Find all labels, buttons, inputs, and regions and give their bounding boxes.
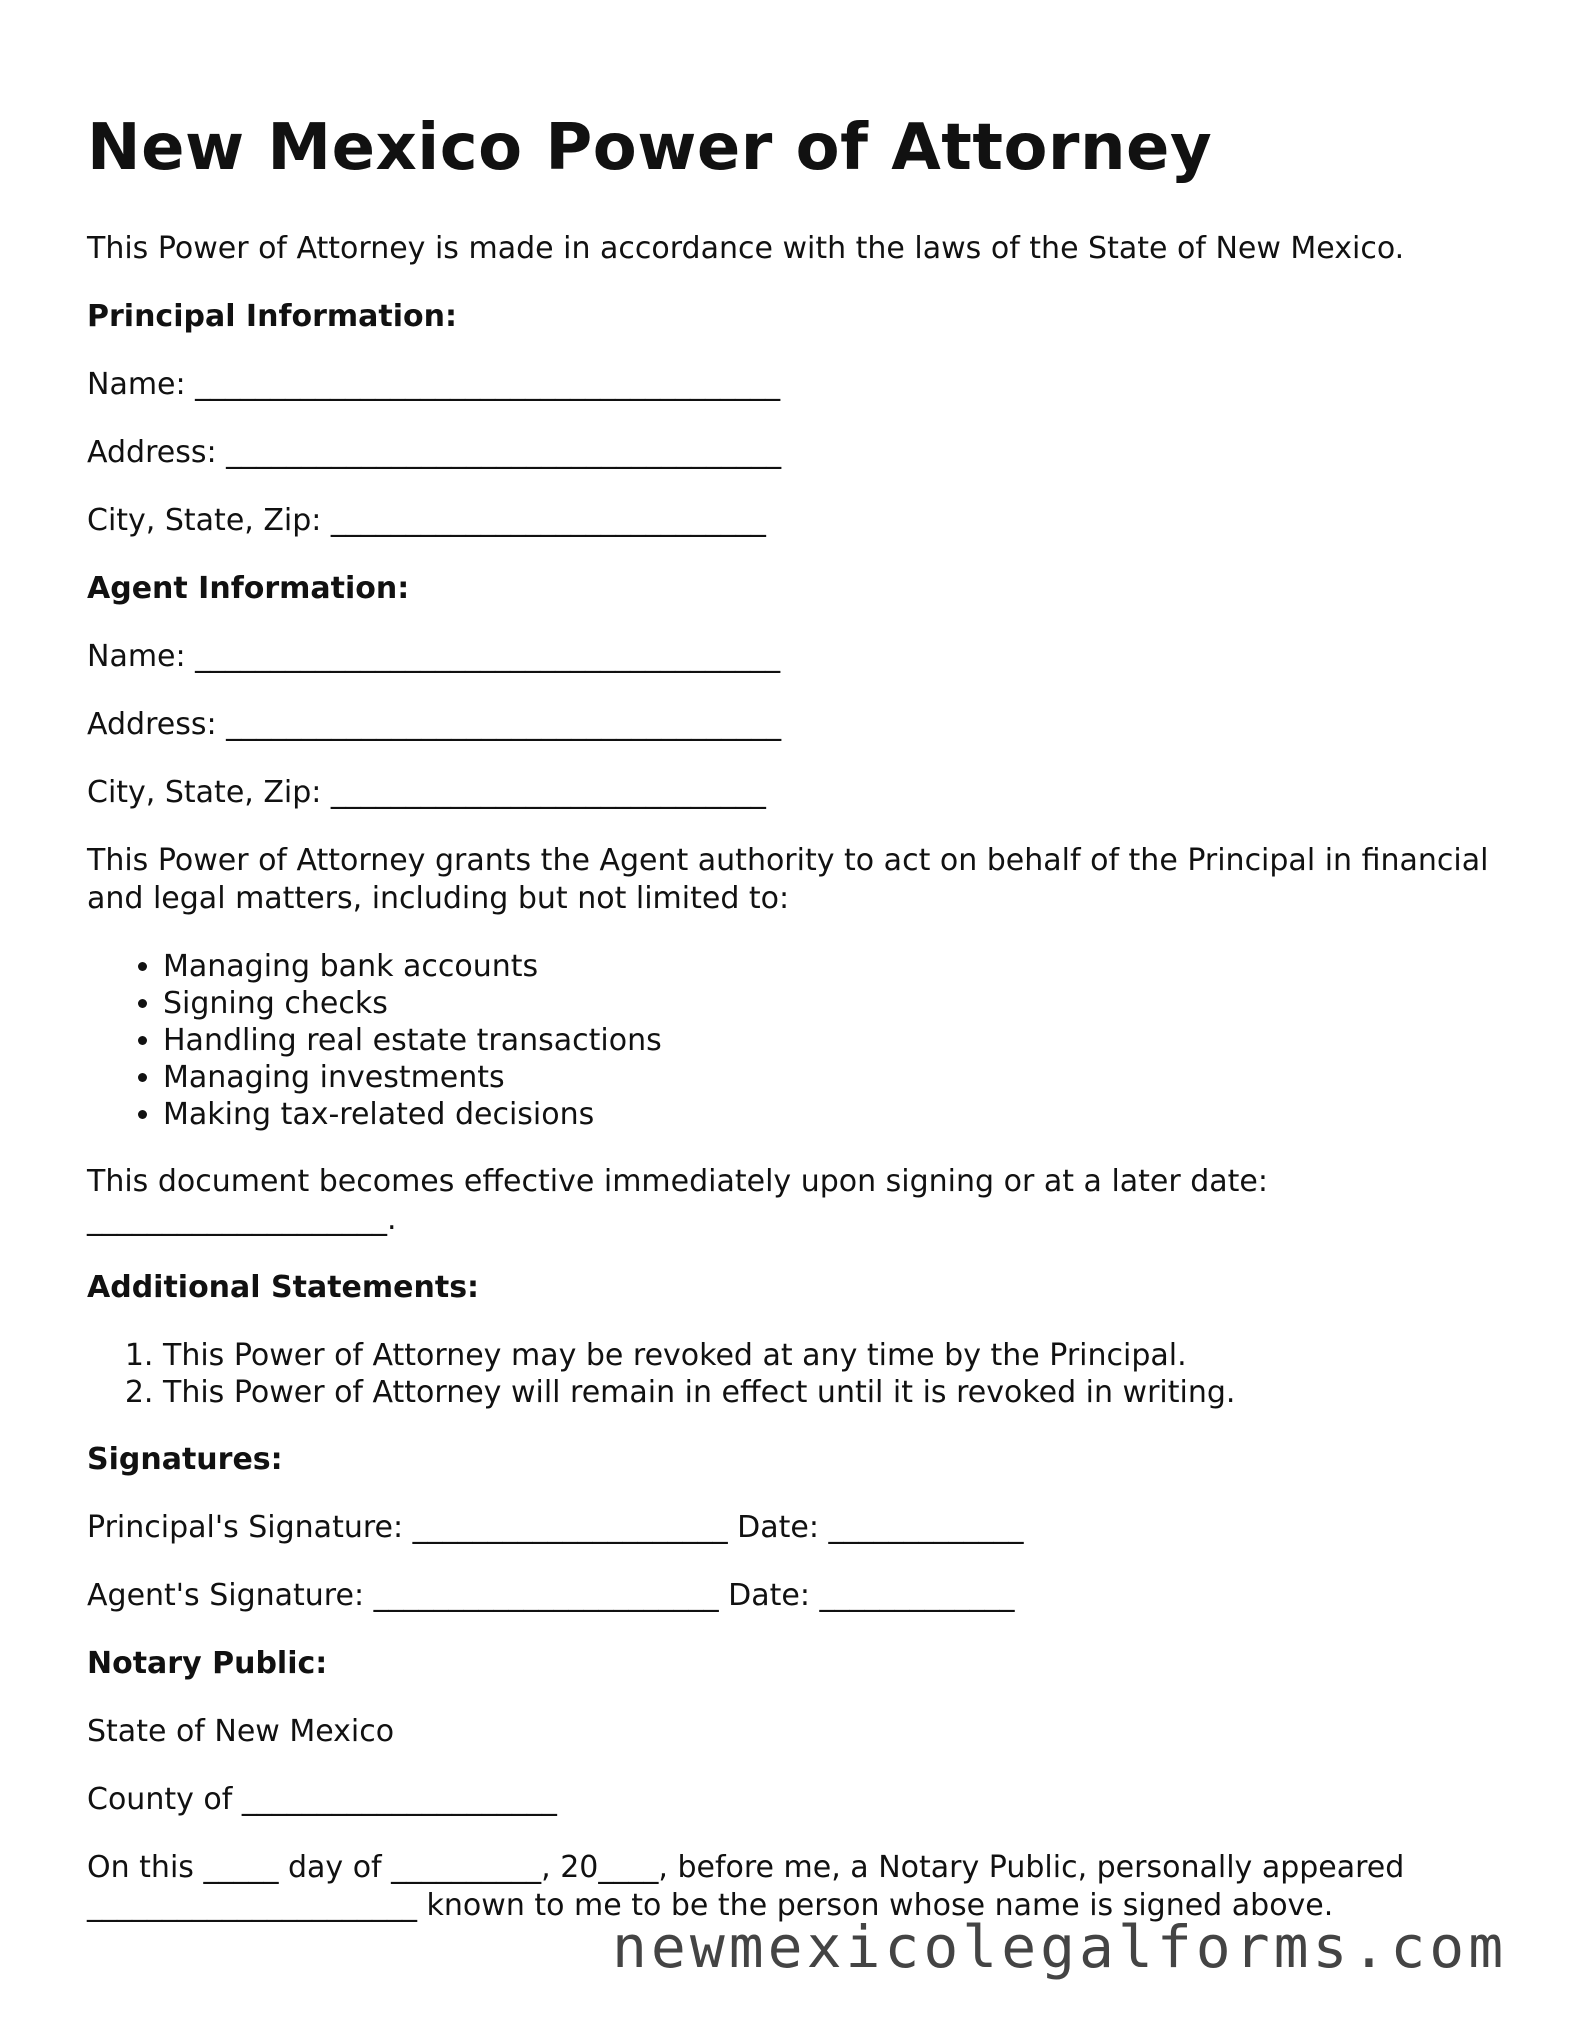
agent-heading: Agent Information: [87, 571, 410, 606]
intro-text: This Power of Attorney is made in accordance with the laws of the State of New Mexico. [87, 231, 1405, 266]
principal-city-field: City, State, Zip: _____________________________ [87, 503, 766, 538]
list-item: 2. This Power of Attorney will remain in effect until it is revoked in writing. [163, 1374, 1507, 1411]
list-item: 1. This Power of Attorney may be revoked at any time by the Principal. [163, 1337, 1507, 1374]
principal-name-field: Name: _______________________________________ [87, 367, 781, 402]
notary-statement: On this _____ day of __________, 20____, before me, a Notary Public, personally appeared ______________________ known to me to be the person whose name is signed above. [87, 1850, 1405, 1923]
powers-list [87, 948, 1507, 1133]
additional-heading: Additional Statements: [87, 1270, 480, 1305]
principal-signature-line: Principal's Signature: _____________________ Date: _____________ [87, 1510, 1024, 1545]
agent-name-field: Name: _______________________________________ [87, 639, 781, 674]
watermark: newmexicolegalforms.com [612, 1913, 1508, 1981]
document-page [87, 104, 1507, 1955]
list-item: • Managing bank accounts [163, 948, 1507, 985]
list-item: • Handling real estate transactions [163, 1022, 1507, 1059]
signatures-heading: Signatures: [87, 1442, 283, 1477]
agent-signature-line: Agent's Signature: _______________________ Date: _____________ [87, 1578, 1015, 1613]
agent-city-field: City, State, Zip: _____________________________ [87, 775, 766, 810]
document-title: New Mexico Power of Attorney [87, 111, 1213, 185]
notary-state: State of New Mexico [87, 1714, 395, 1749]
notary-heading: Notary Public: [87, 1646, 328, 1681]
grant-text: This Power of Attorney grants the Agent authority to act on behalf of the Principal in financial and legal matters, including but not limited to: [87, 843, 1489, 916]
agent-address-field: Address: _____________________________________ [87, 707, 782, 742]
notary-county: County of _____________________ [87, 1782, 557, 1817]
list-item: • Signing checks [163, 985, 1507, 1022]
principal-address-field: Address: _____________________________________ [87, 435, 782, 470]
additional-list [87, 1337, 1507, 1411]
effective-date-text: This document becomes effective immediately upon signing or at a later date: ____________________. [87, 1164, 1269, 1237]
list-item: • Making tax-related decisions [163, 1096, 1507, 1133]
list-item: • Managing investments [163, 1059, 1507, 1096]
principal-heading: Principal Information: [87, 299, 458, 334]
